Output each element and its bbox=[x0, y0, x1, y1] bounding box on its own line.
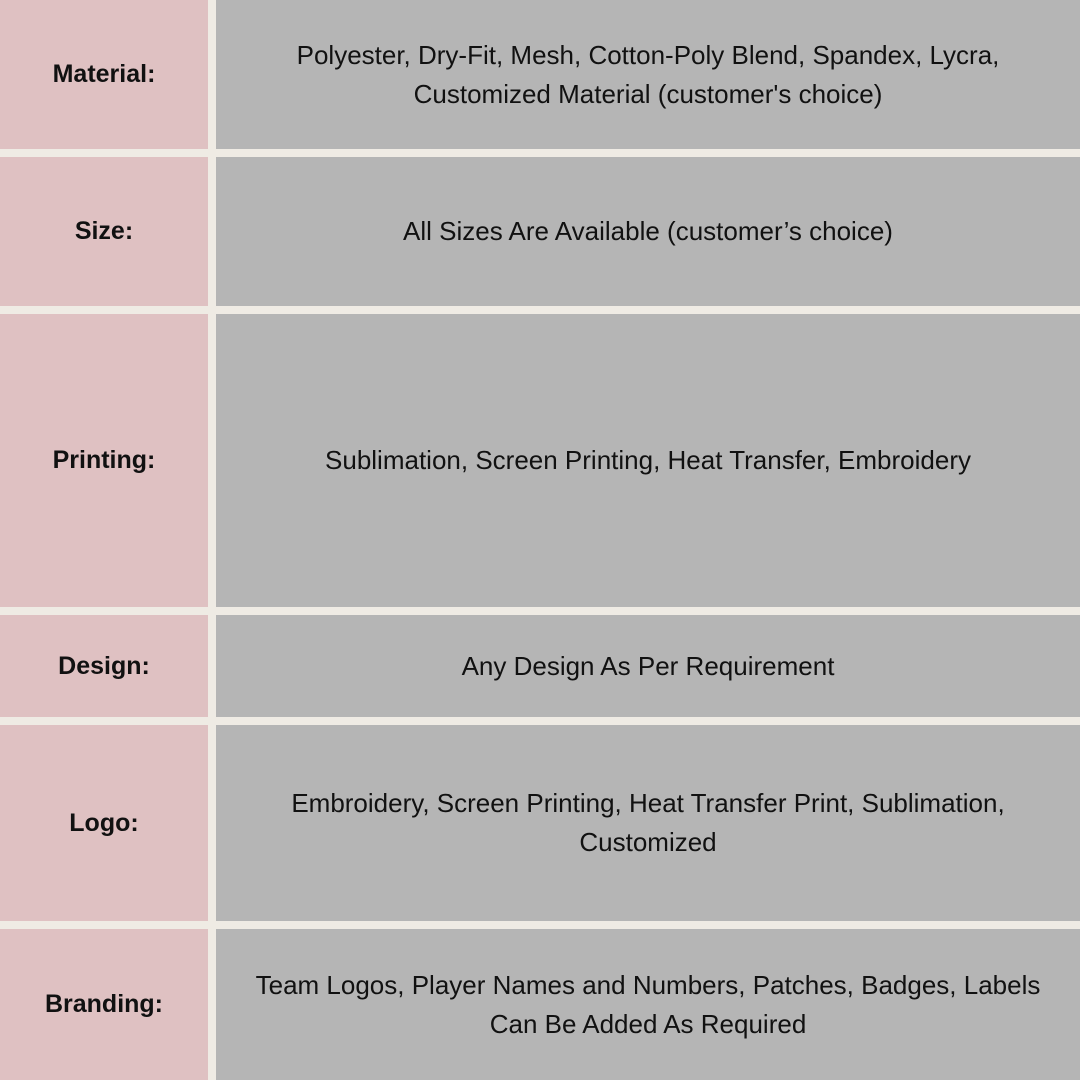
logo-value: Embroidery, Screen Printing, Heat Transfer Print, Sublimation, Customized bbox=[216, 725, 1080, 921]
printing-label: Printing: bbox=[0, 314, 208, 607]
size-value: All Sizes Are Available (customer’s choice) bbox=[216, 157, 1080, 306]
size-label: Size: bbox=[0, 157, 208, 306]
design-label: Design: bbox=[0, 615, 208, 717]
design-value: Any Design As Per Requirement bbox=[216, 615, 1080, 717]
material-label: Material: bbox=[0, 0, 208, 149]
branding-value: Team Logos, Player Names and Numbers, Patches, Badges, Labels Can Be Added As Required bbox=[216, 929, 1080, 1080]
branding-label: Branding: bbox=[0, 929, 208, 1080]
printing-value: Sublimation, Screen Printing, Heat Transfer, Embroidery bbox=[216, 314, 1080, 607]
logo-label: Logo: bbox=[0, 725, 208, 921]
material-value: Polyester, Dry-Fit, Mesh, Cotton-Poly Blend, Spandex, Lycra, Customized Material (customer's choice) bbox=[216, 0, 1080, 149]
